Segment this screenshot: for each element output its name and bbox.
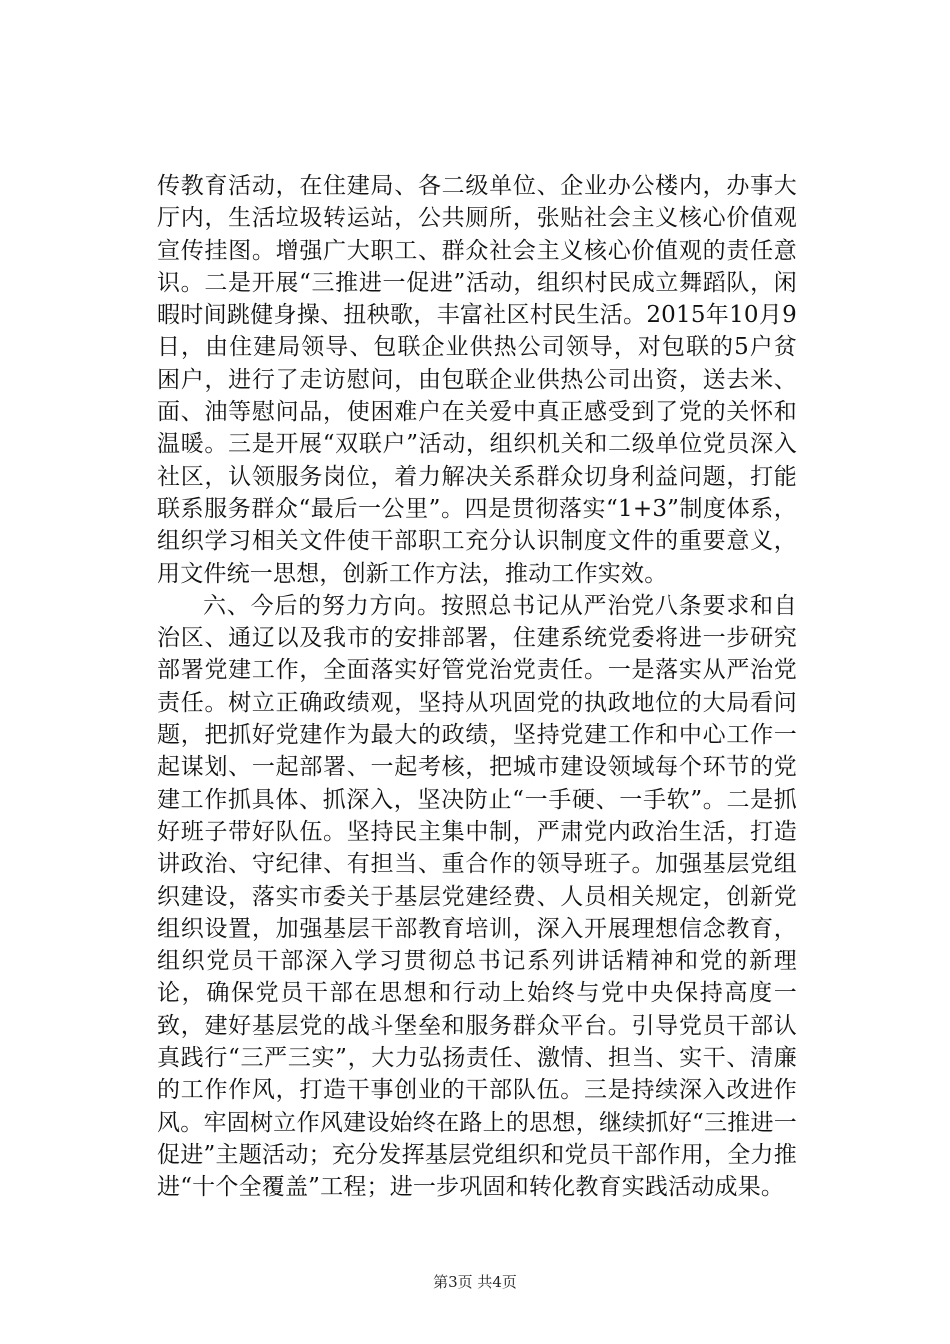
document-body: [157, 170, 797, 1204]
paragraph-continuation: 传教育活动，在住建局、各二级单位、企业办公楼内，办事大厅内，生活垃圾转运站，公共厕所，张贴社会主义核心价值观宣传挂图。增强广大职工、群众社会主义核心价值观的责任意识。二是开展“三推进一促进”活动，组织村民成立舞蹈队，闲暇时间跳健身操、扭秧歌，丰富社区村民生活。2015年10月9日，由住建局领导、包联企业供热公司领导，对包联的5户贫困户，进行了走访慰问，由包联企业供热公司出资，送去米、面、油等慰问品，使困难户在关爱中真正感受到了党的关怀和温暖。三是开展“双联户”活动，组织机关和二级单位党员深入社区，认领服务岗位，着力解决关系群众切身利益问题，打能联系服务群众“最后一公里”。四是贯彻落实“1+3”制度体系，组织学习相关文件使干部职工充分认识制度文件的重要意义，用文件统一思想，创新工作方法，推动工作实效。: [157, 173, 797, 587]
paragraph-section-six: 六、今后的努力方向。按照总书记从严治党八条要求和自治区、通辽以及我市的安排部署，住建系统党委将进一步研究部署党建工作，全面落实好管党治党责任。一是落实从严治党责任。树立正确政绩观，坚持从巩固党的执政地位的大局看问题，把抓好党建作为最大的政绩，坚持党建工作和中心工作一起谋划、一起部署、一起考核，把城市建设领域每个环节的党建工作抓具体、抓深入，坚决防止“一手硬、一手软”。二是抓好班子带好队伍。坚持民主集中制，严肃党内政治生活，打造讲政治、守纪律、有担当、重合作的领导班子。加强基层党组织建设，落实市委关于基层党建经费、人员相关规定，创新党组织设置，加强基层干部教育培训，深入开展理想信念教育，组织党员干部深入学习贯彻总书记系列讲话精神和党的新理论，确保党员干部在思想和行动上始终与党中央保持高度一致，建好基层党的战斗堡垒和服务群众平台。引导党员干部认真践行“三严三实”，大力弘扬责任、激情、担当、实干、清廉的工作作风，打造干事创业的干部队伍。三是持续深入改进作风。牢固树立作风建设始终在路上的思想，继续抓好“三推进一促进”主题活动；充分发挥基层党组织和党员干部作用，全力推进“十个全覆盖”工程；进一步巩固和转化教育实践活动成果。: [157, 592, 797, 1201]
page-number-footer: 第3页 共4页: [433, 1273, 517, 1291]
